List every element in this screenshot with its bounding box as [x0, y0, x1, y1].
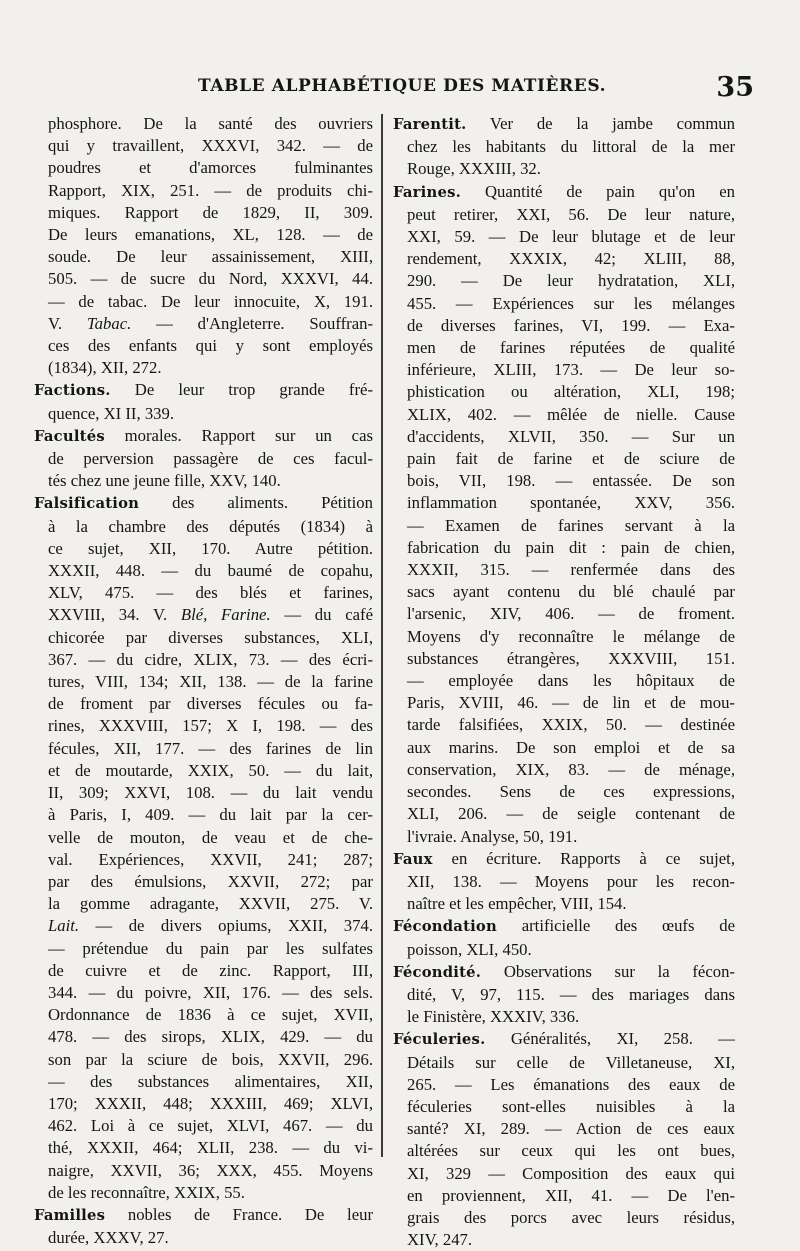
index-line: val. Expériences, XXVII, 241; 287;: [48, 849, 373, 869]
index-line: Ordonnance de 1836 à ce sujet, XVII,: [48, 1005, 373, 1025]
index-line: substances étrangères, XXXVIII, 151.: [407, 648, 735, 668]
index-line: pain fait de farine et de sciure de: [407, 449, 735, 469]
index-line: de froment par diverses fécules ou fa-: [48, 694, 373, 714]
index-line: 455. — Expériences sur les mélanges: [407, 293, 735, 313]
cross-reference: Blé, Farine.: [180, 605, 271, 625]
index-entry-start: Faux en écriture. Rapports à ce sujet,: [393, 848, 735, 868]
index-entry-start: Familles nobles de France. De leur: [34, 1204, 373, 1224]
index-line: de cuivre et de zinc. Rapport, III,: [48, 960, 373, 980]
index-line: II, 309; XXVI, 108. — du lait vendu: [48, 783, 373, 803]
index-line: chez les habitants du littoral de la mer: [407, 137, 735, 157]
index-line: phistication ou altération, XLI, 198;: [407, 382, 735, 402]
index-entry-start: Féculeries. Généralités, XI, 258. —: [393, 1029, 735, 1049]
index-line: chicorée par diverses substances, XLI,: [48, 627, 373, 647]
index-line: bois, VII, 198. — entassée. De son: [407, 471, 735, 491]
index-line: 505. — de sucre du Nord, XXXVI, 44.: [48, 269, 373, 289]
index-line: et de moutarde, XXIX, 50. — du lait,: [48, 760, 373, 780]
index-line: miques. Rapport de 1829, II, 309.: [48, 202, 373, 222]
index-line: son par la sciure de bois, XXVII, 296.: [48, 1049, 373, 1069]
index-line: à la chambre des députés (1834) à: [48, 516, 373, 536]
index-line: phosphore. De la santé des ouvriers: [48, 114, 373, 133]
index-line: conservation, XIX, 83. — de ménage,: [407, 759, 735, 779]
index-line: 344. — du poivre, XII, 176. — des sels.: [48, 982, 373, 1002]
cross-reference: Lait.: [48, 916, 80, 936]
index-line: l'arsenic, XIV, 406. — de froment.: [407, 604, 735, 624]
index-entry-start: Farines. Quantité de pain qu'on en: [393, 181, 735, 201]
index-line: rendement, XXXIX, 42; XLIII, 88,: [407, 249, 735, 269]
entry-headword: Faux: [393, 850, 433, 868]
index-line: thé, XXXII, 464; XLII, 238. — du vi-: [48, 1138, 373, 1158]
index-line: Moyens d'y reconnaître le mélange de: [407, 626, 735, 646]
index-line: Rapport, XIX, 251. — de produits chi-: [48, 180, 373, 200]
index-line: durée, XXXV, 27.: [48, 1228, 169, 1248]
header-title: TABLE ALPHABÉTIQUE DES MATIÈRES.: [198, 76, 607, 96]
index-line: 462. Loi à ce sujet, XLVI, 467. — du: [48, 1116, 373, 1136]
index-line: de les reconnaître, XXIX, 55.: [48, 1182, 245, 1202]
index-line: XXVIII, 34. V. Blé, Farine. — du café: [48, 605, 374, 625]
index-line: V. Tabac. — d'Angleterre. Souffran-: [48, 313, 374, 333]
entry-headword: Fécondation: [393, 918, 497, 936]
index-entry-start: Factions. De leur trop grande fré-: [34, 380, 373, 400]
index-line: rines, XXXVIII, 157; X I, 198. — des: [48, 716, 373, 736]
index-line: XXXII, 315. — renfermée dans des: [407, 560, 735, 580]
index-line: fécules, XII, 177. — des farines de lin: [48, 738, 373, 758]
index-line: grais des porcs avec leurs résidus,: [407, 1207, 735, 1227]
entry-headword: Falsification: [34, 495, 140, 513]
index-line: d'accidents, XLVII, 350. — Sur un: [407, 426, 735, 446]
index-line: tarde falsifiées, XXIX, 50. — destinée: [407, 715, 735, 735]
index-line: — des substances alimentaires, XII,: [48, 1071, 373, 1091]
index-line: le Finistère, XXXIV, 336.: [407, 1007, 580, 1027]
index-line: — de tabac. De leur innocuite, X, 191.: [48, 291, 373, 311]
index-line: de diverses farines, VI, 199. — Exa-: [407, 315, 735, 335]
entry-headword: Fécondité.: [393, 963, 482, 981]
index-line: tures, VIII, 134; XII, 138. — de la farine: [48, 672, 373, 692]
index-line: — Examen de farines servant à la: [407, 515, 735, 535]
index-line: XXXII, 448. — du baumé de copahu,: [48, 561, 373, 581]
index-line: XLI, 206. — de seigle contenant de: [407, 804, 735, 824]
index-line: altérées sur ceux qui les ont bues,: [407, 1141, 735, 1161]
index-entry-start: Fécondation artificielle des œufs de: [393, 916, 735, 936]
index-line: XI, 329 — Composition des eaux qui: [407, 1163, 735, 1183]
index-line: — prétendue du pain par les sulfates: [48, 938, 373, 958]
index-line: quence, XI II, 339.: [48, 403, 175, 423]
entry-headword: Farines.: [393, 183, 461, 201]
index-column-right: [393, 113, 735, 1250]
index-line: secondes. Sens de ces expressions,: [407, 782, 735, 802]
index-line: XLV, 475. — des blés et farines,: [48, 583, 373, 603]
index-line: l'ivraie. Analyse, 50, 191.: [407, 826, 578, 846]
entry-headword: Féculeries.: [393, 1031, 486, 1049]
entry-headword: Familles: [34, 1206, 106, 1224]
index-line: (1834), XII, 272.: [48, 358, 162, 378]
index-line: poudres et d'amorces fulminantes: [48, 158, 373, 178]
cross-reference: Tabac.: [86, 313, 132, 333]
index-line: XXI, 59. — De leur blutage et de leur: [407, 227, 735, 247]
index-line: qui y travaillent, XXXVI, 342. — de: [48, 136, 373, 156]
index-entry-start: Fécondité. Observations sur la fécon-: [393, 961, 735, 981]
index-line: 290. — De leur hydratation, XLI,: [407, 271, 735, 291]
index-line: par des émulsions, XXVII, 272; par: [48, 871, 373, 891]
index-line: la gomme adragante, XXVII, 275. V.: [48, 894, 373, 914]
index-line: fabrication du pain dit : pain de chien,: [407, 537, 735, 557]
index-line: Rouge, XXXIII, 32.: [407, 159, 541, 179]
index-line: 367. — du cidre, XLIX, 73. — des écri-: [48, 649, 373, 669]
index-line: Paris, XVIII, 46. — de lin et de mou-: [407, 693, 735, 713]
index-column-left: [34, 113, 374, 1248]
page-number: 35: [716, 72, 754, 103]
index-line: Lait. — de divers opiums, XXII, 374.: [48, 916, 373, 936]
index-line: De leurs emanations, XL, 128. — de: [48, 225, 373, 245]
index-line: 170; XXXII, 448; XXXIII, 469; XLVI,: [48, 1093, 373, 1113]
index-line: 478. — des sirops, XLIX, 429. — du: [48, 1027, 373, 1047]
index-line: à Paris, I, 409. — du lait par la cer-: [48, 805, 373, 825]
index-line: XLIX, 402. — mêlée de nielle. Cause: [407, 404, 735, 424]
index-line: XIV, 247.: [407, 1230, 473, 1250]
index-line: inférieure, XLIII, 173. — De leur so-: [407, 360, 735, 380]
index-line: naître et les empêcher, VIII, 154.: [407, 894, 627, 914]
index-line: santé? XI, 289. — Action de ces eaux: [407, 1119, 735, 1139]
index-line: ce sujet, XII, 170. Autre pétition.: [48, 538, 373, 558]
index-line: en proviennent, XII, 41. — De l'en-: [407, 1185, 735, 1205]
index-line: — employée dans les hôpitaux de: [407, 671, 735, 691]
index-line: men de farines réputées de qualité: [407, 338, 735, 358]
index-line: dité, V, 97, 115. — des mariages dans: [407, 984, 735, 1004]
index-line: velle de mouton, de veau et de che-: [48, 827, 373, 847]
index-line: de perversion passagère de ces facul-: [48, 449, 373, 469]
column-divider: [381, 114, 383, 1157]
entry-headword: Facultés: [34, 427, 105, 445]
index-line: inflammation spontanée, XXV, 356.: [407, 493, 735, 513]
index-entry-start: Falsification des aliments. Pétition: [34, 493, 373, 513]
index-line: peut retirer, XXI, 56. De leur nature,: [407, 204, 735, 224]
index-line: ces des enfants qui y sont employés: [48, 336, 373, 356]
index-line: Détails sur celle de Villetaneuse, XI,: [407, 1052, 735, 1072]
entry-headword: Factions.: [34, 382, 111, 400]
index-line: soude. De leur assainissement, XIII,: [48, 247, 373, 267]
running-header: [30, 72, 770, 108]
index-entry-start: Farentit. Ver de la jambe commun: [393, 114, 735, 133]
index-line: sacs ayant contenu du blé chaulé par: [407, 582, 735, 602]
index-line: 265. — Les émanations des eaux de: [407, 1074, 735, 1094]
entry-headword: Farentit.: [393, 116, 467, 133]
index-line: XII, 138. — Moyens pour les recon-: [407, 871, 735, 891]
index-line: aux marins. De son emploi et de sa: [407, 737, 735, 757]
index-entry-start: Facultés morales. Rapport sur un cas: [34, 425, 373, 445]
index-line: naigre, XXVII, 36; XXX, 455. Moyens: [48, 1160, 373, 1180]
index-line: poisson, XLI, 450.: [407, 939, 532, 959]
index-line: tés chez une jeune fille, XXV, 140.: [48, 471, 281, 491]
index-line: féculeries sont-elles nuisibles à la: [407, 1096, 735, 1116]
